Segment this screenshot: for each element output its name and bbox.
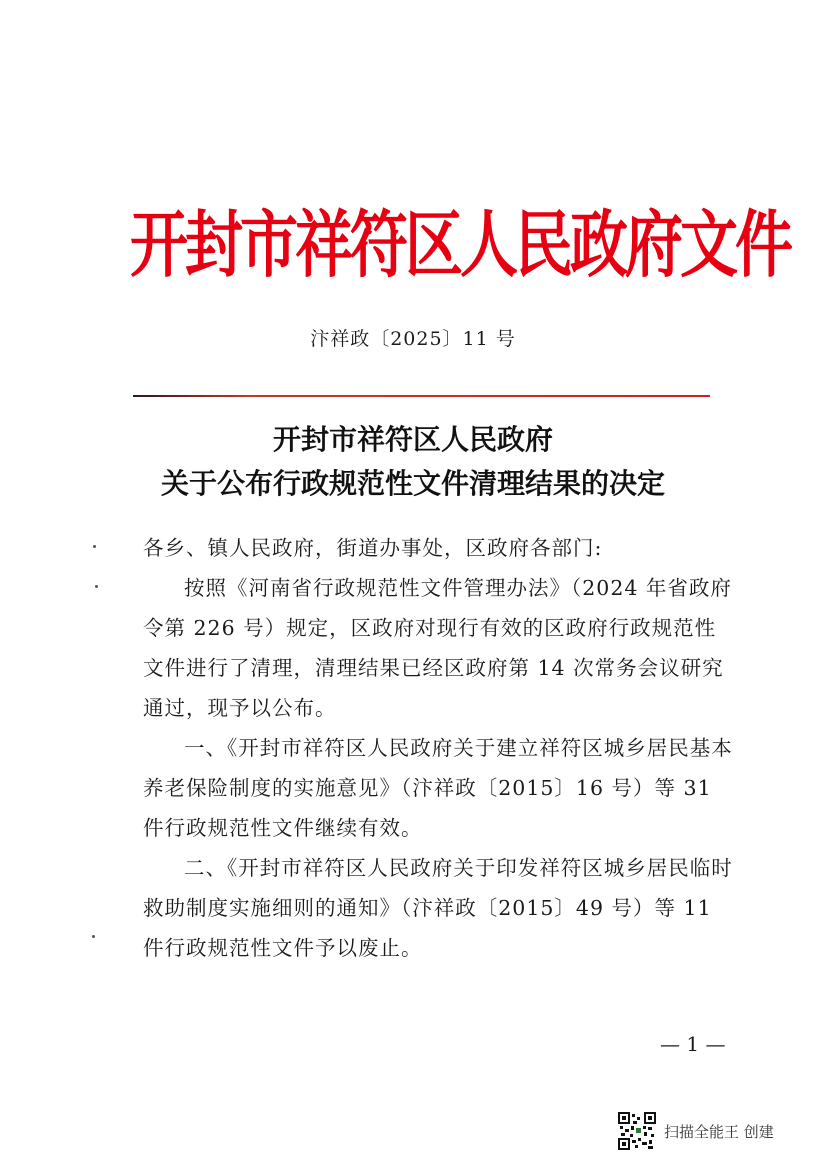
body-paragraph: 二、《开封市祥符区人民政府关于印发祥符区城乡居民临时救助制度实施细则的通知》（汴祥政〔2015〕49 号）等 11 件行政规范性文件予以废止。 [143,856,733,960]
salutation: 各乡、镇人民政府，街道办事处，区政府各部门: [143,536,603,560]
red-header-title: 开封市祥符区人民政府文件 [130,202,791,288]
scanner-watermark [618,1112,774,1150]
body-paragraph: 一、《开封市祥符区人民政府关于建立祥符区城乡居民基本养老保险制度的实施意见》（汴祥政〔2015〕16 号）等 31 件行政规范性文件继续有效。 [143,736,733,840]
body-paragraph: 按照《河南省行政规范性文件管理办法》（2024 年省政府令第 226 号）规定，区政府对现行有效的区政府行政规范性文件进行了清理，清理结果已经区政府第 14 次常务会议研究通过，现予以公布。 [143,576,732,720]
scanner-watermark-text: 扫描全能王 创建 [664,1122,774,1141]
red-divider-line [133,395,710,397]
scan-speck [93,545,96,548]
scan-speck [92,935,95,938]
document-number: 汴祥政〔2025〕11 号 [310,328,516,350]
document-title-line2: 关于公布行政规范性文件清理结果的决定 [160,467,665,500]
qr-code-icon [618,1112,656,1150]
scan-speck [95,585,98,588]
page-number: — 1 — [660,1032,726,1056]
document-title-line1: 开封市祥符区人民政府 [272,423,553,456]
document-body [143,528,733,968]
